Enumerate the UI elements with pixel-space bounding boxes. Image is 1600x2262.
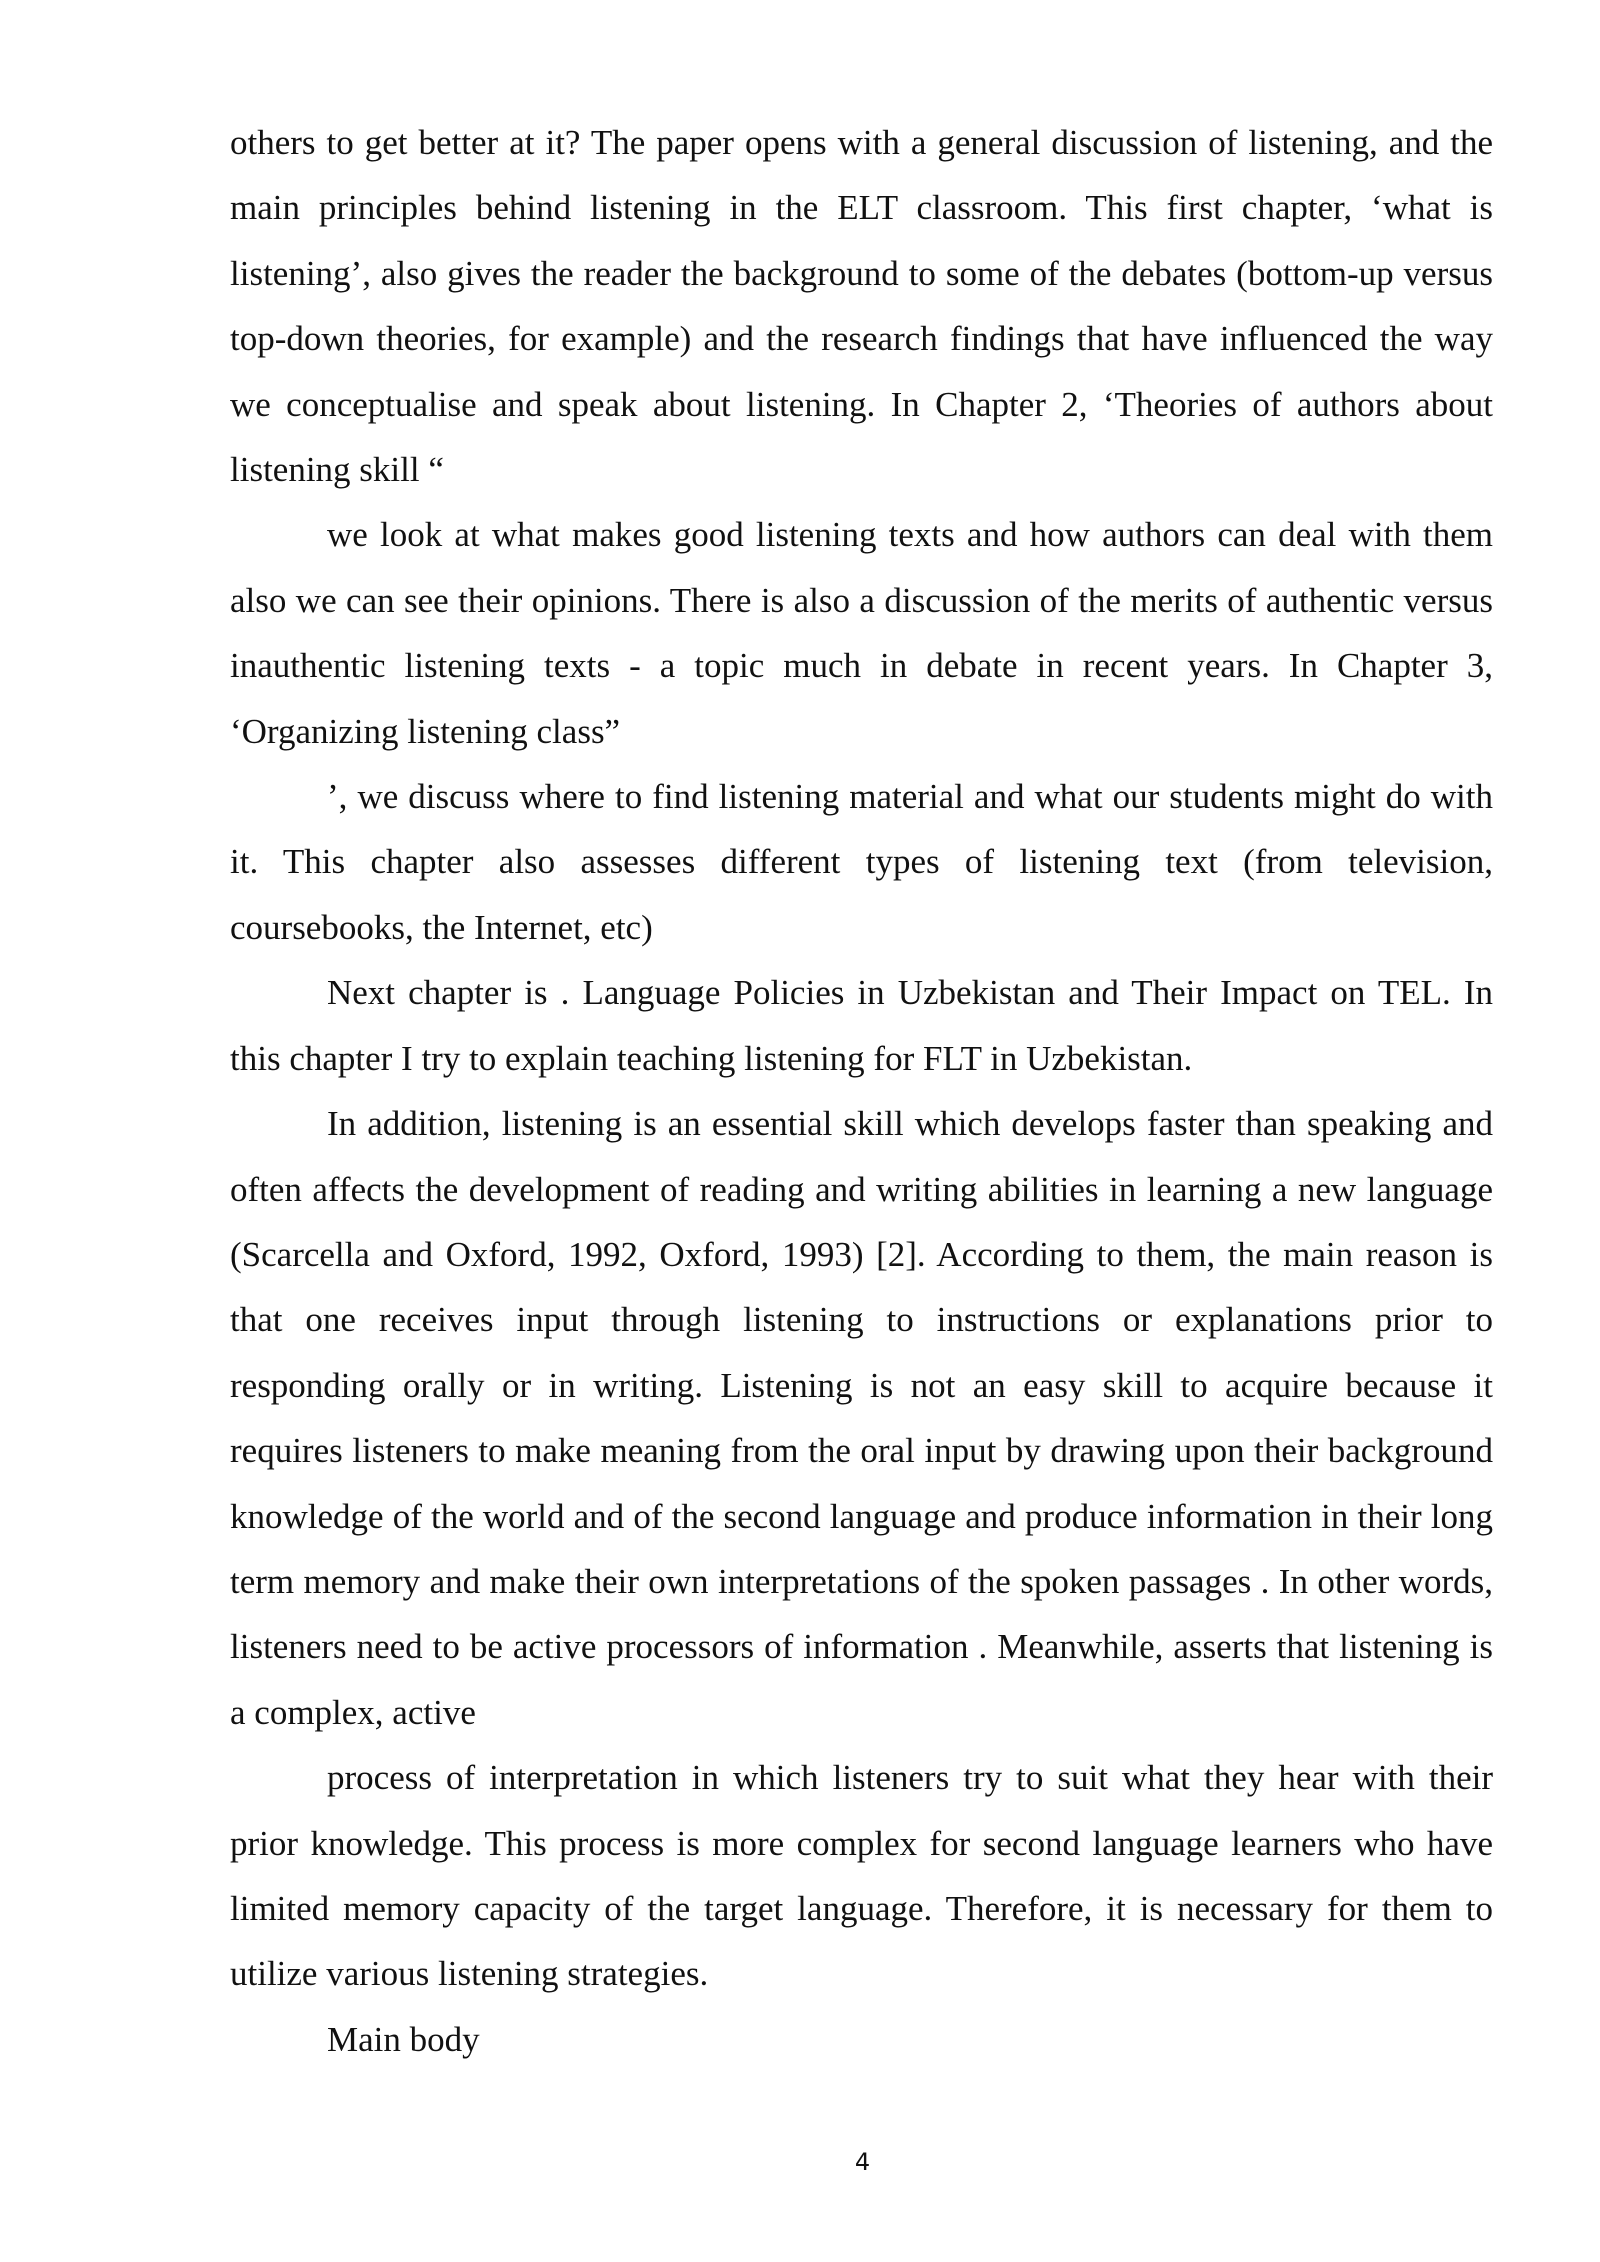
section-heading-main-body: Main body <box>327 2019 480 2059</box>
document-body <box>230 110 1493 2072</box>
paragraph-interpretation-process: process of interpretation in which listeners try to suit what they hear with their prior knowledge. This process is more complex for second language learners who have limited memory capacity of the target language. Therefore, it is necessary for them to utilize various listening strategies. <box>230 1758 1493 1994</box>
paragraph-next-chapter: Next chapter is . Language Policies in Uzbekistan and Their Impact on TEL. In this chapter I try to explain teaching listening for FLT in Uzbekistan. <box>230 973 1493 1078</box>
paragraph-listening-essential-skill: In addition, listening is an essential skill which develops faster than speaking and often affects the development of reading and writing abilities in learning a new language (Scarcella and Oxford, 1992, Oxford, 1993) [2]. According to them, the main reason is that one receives input through listening to instructions or explanations prior to responding orally or in writing. Listening is not an easy skill to acquire because it requires listeners to make meaning from the oral input by drawing upon their background knowledge of the world and of the second language and produce information in their long term memory and make their own interpretations of the spoken passages . In other words, listeners need to be active processors of information . Meanwhile, asserts that listening is a complex, active <box>230 1104 1493 1732</box>
paragraph-chapter-three: ’, we discuss where to find listening material and what our students might do with it. This chapter also assesses different types of listening text (from television, coursebooks, the Internet, etc) <box>230 777 1493 947</box>
page-number: 4 <box>854 2148 871 2176</box>
paragraph-intro-overview: others to get better at it? The paper opens with a general discussion of listening, and the main principles behind listening in the ELT classroom. This first chapter, ‘what is listening’, also gives the reader the background to some of the debates (bottom-up versus top-down theories, for example) and the research findings that have influenced the way we conceptualise and speak about listening. In Chapter 2, ‘Theories of authors about listening skill “ <box>230 123 1493 490</box>
paragraph-chapter-two: we look at what makes good listening texts and how authors can deal with them also we can see their opinions. There is also a discussion of the merits of authentic versus inauthentic listening texts - a topic much in debate in recent years. In Chapter 3, ‘Organizing listening class” <box>230 515 1493 751</box>
